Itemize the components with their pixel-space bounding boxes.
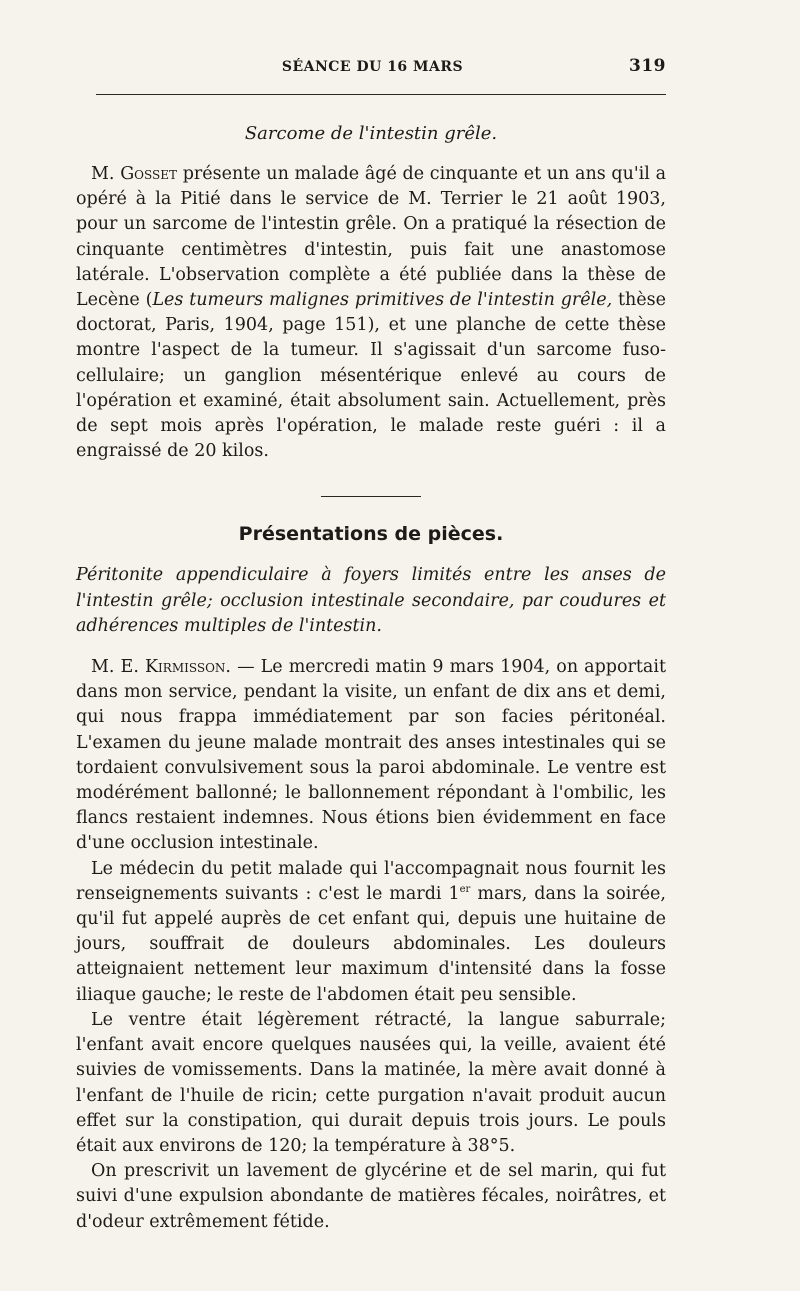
paragraph-kirmisson: M. E. Kirmisson. — Le mercredi matin 9 mars 1904, on apportait dans mon service, pendant la visite, un enfant de dix ans et demi, qui nous frappa immédiatement par son facies péritonéal. L'examen du jeune malade montrait des anses intestinales qui se tordaient convulsivement sous la paroi abdominale. Le ventre est modérément ballonné; le ballonnement répondant à l'ombilic, les flancs restaient indemnes. Nous étions bien évidemment en face d'une occlusion intestinale. <box>76 657 666 854</box>
paragraph-medecin: Le médecin du petit malade qui l'accompagnait nous fournit les renseignements suivants : c'est le mardi 1er mars, dans la soirée, qu'il fut appelé auprès de cet enfant qui, depuis une huitaine de jours, souffrait de douleurs abdominales. Les douleurs atteignaient nettement leur maximum d'intensité dans la fosse iliaque gauche; le reste de l'abdomen était peu sensible. <box>76 858 666 1005</box>
section-separator <box>321 496 421 497</box>
running-head <box>76 56 666 86</box>
citation-title: Les tumeurs malignes primitives de l'intestin grêle, <box>152 290 613 311</box>
superscript-er: er <box>459 884 471 896</box>
paragraph-gosset: M. Gosset présente un malade âgé de cinquante et un ans qu'il a opéré à la Pitié dans le service de M. Terrier le 21 août 1903, pour un sarcome de l'intestin grêle. On a pratiqué la résection de cinquante centimètres d'intestin, puis fait une anastomose latérale. L'observation complète a été publiée dans la thèse de Lecène (Les tumeurs malignes primitives de l'intestin grêle, thèse doctorat, Paris, 1904, page 151), et une planche de cette thèse montre l'aspect de la tumeur. Il s'agissait d'un sarcome fuso-cellulaire; un ganglion mésentérique enlevé au cours de l'opération et examiné, était absolument sain. Actuellement, près de sept mois après l'opération, le malade reste guéri : il a engraissé de 20 kilos. <box>76 164 666 462</box>
paragraph-ventre: Le ventre était légèrement rétracté, la langue saburrale; l'enfant avait encore quelques nausées qui, la veille, avaient été suivies de vomissements. Dans la matinée, la mère avait donné à l'enfant de l'huile de ricin; cette purgation n'avait produit aucun effet sur la constipation, qui durait depuis trois jours. Le pouls était aux environs de 120; la température à 38°5. <box>76 1009 666 1156</box>
article-title-sarcome: Sarcome de l'intestin grêle. <box>244 123 498 144</box>
author-kirmisson: Kirmisson. <box>144 657 231 678</box>
author-gosset: Gosset <box>120 164 177 184</box>
section-heading-presentations: Présentations de pièces. <box>238 523 504 546</box>
running-head-title: SÉANCE DU 16 MARS <box>281 59 464 75</box>
article-title-peritonite: Péritonite appendiculaire à foyers limités entre les anses de l'intestin grêle; occlusion intestinale secondaire, par coudures et adhérences multiples de l'intestin. <box>76 565 666 636</box>
page <box>76 56 666 1256</box>
header-rule <box>96 94 666 95</box>
paragraph-lavement: On prescrivit un lavement de glycérine et de sel marin, qui fut suivi d'une expulsion abondante de matières fécales, noirâtres, et d'odeur extrêmement fétide. <box>76 1161 666 1232</box>
page-number: 319 <box>629 56 666 76</box>
